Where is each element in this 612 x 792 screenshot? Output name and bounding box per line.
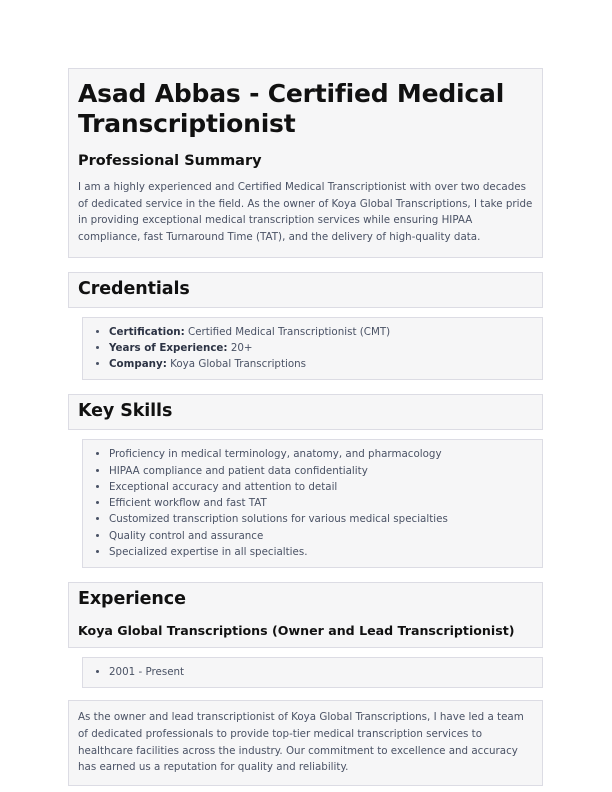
list-item [109,356,533,372]
list-item: HIPAA compliance and patient data confidentiality [109,463,533,479]
list-item: Efficient workflow and fast TAT [109,495,533,511]
intro-section [68,68,543,258]
credential-label: Company: [109,358,167,371]
credentials-heading-bar [68,272,543,308]
list-item: Quality control and assurance [109,528,533,544]
credential-value: Koya Global Transcriptions [170,358,307,371]
credential-value: Certified Medical Transcriptionist (CMT) [188,325,391,338]
experience-heading: Experience [78,589,186,610]
experience-role-heading: Koya Global Transcriptions (Owner and Lead Transcriptionist) [78,623,515,639]
experience-description-text: As the owner and lead transcriptionist of Koya Global Transcriptions, I have led a team of dedicated professionals to provide top-tier medical transcription services to healthcare facilities across the industry. Our commitment to excellence and accuracy has earned us a reputation for quality and reliability. [78,711,524,774]
credentials-list [82,317,543,381]
key-skills-list [82,439,543,568]
credential-label: Certification: [109,325,185,338]
experience-heading-bar [68,582,543,648]
key-skills-heading-bar [68,394,543,430]
professional-summary-heading: Professional Summary [78,152,262,169]
list-item [109,324,533,340]
page-title: Asad Abbas - Certified Medical Transcriptionist [78,79,505,138]
key-skills-heading: Key Skills [78,401,173,422]
list-item: Exceptional accuracy and attention to detail [109,479,533,495]
list-item [109,340,533,356]
credentials-heading: Credentials [78,278,190,299]
list-item: 2001 - Present [109,664,533,680]
list-item: Proficiency in medical terminology, anatomy, and pharmacology [109,446,533,462]
credential-label: Years of Experience: [109,341,228,354]
experience-description-block [68,700,543,786]
experience-dates-list [82,657,543,688]
list-item: Specialized expertise in all specialties. [109,544,533,560]
list-item: Customized transcription solutions for various medical specialties [109,511,533,527]
credential-value: 20+ [230,341,253,354]
professional-summary-text: I am a highly experienced and Certified Medical Transcriptionist with over two decades of dedicated service in the field. As the owner of Koya Global Transcriptions, I take pride in providing exceptional medical transcription services while ensuring HIPAA compliance, fast Turnaround Time (TAT), and the delivery of high-quality data. [78,180,533,243]
